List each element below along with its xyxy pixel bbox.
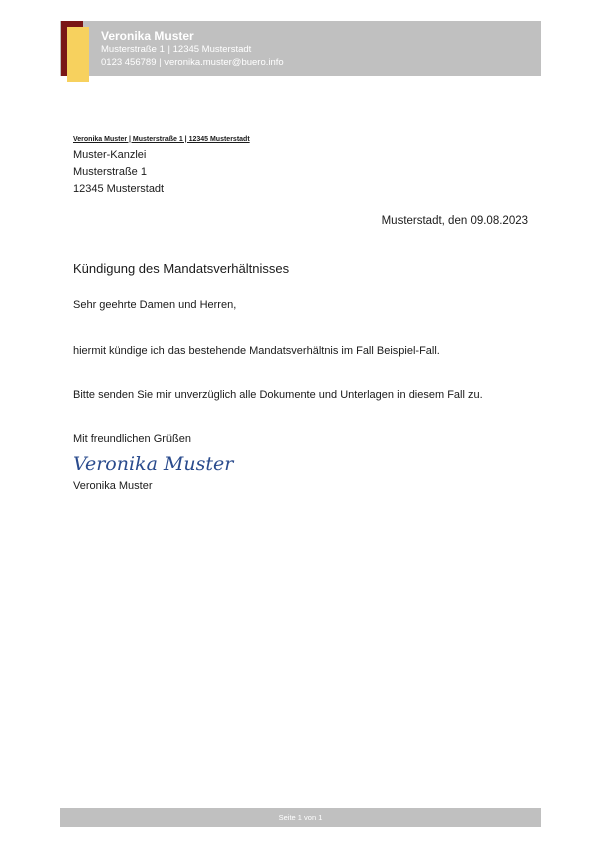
letter-date: Musterstadt, den 09.08.2023 bbox=[381, 215, 528, 227]
recipient-line: Muster-Kanzlei bbox=[73, 149, 147, 161]
recipient-line: 12345 Musterstadt bbox=[73, 183, 165, 195]
signer-name: Veronika Muster bbox=[73, 480, 153, 492]
sender-return-line: Veronika Muster | Musterstraße 1 | 12345 Musterstadt bbox=[73, 136, 250, 143]
letterhead-contact: 0123 456789 | veronika.muster@buero.info bbox=[101, 56, 284, 68]
recipient-line: Musterstraße 1 bbox=[73, 166, 147, 178]
letterhead-yellow-block bbox=[67, 27, 89, 82]
handwritten-signature: Veronika Muster bbox=[73, 453, 234, 475]
letterhead-name: Veronika Muster bbox=[101, 29, 194, 43]
letterhead-address: Musterstraße 1 | 12345 Musterstadt bbox=[101, 44, 252, 55]
body-paragraph: hiermit kündige ich das bestehende Mandatsverhältnis im Fall Beispiel-Fall. bbox=[73, 345, 440, 357]
recipient-address bbox=[73, 147, 164, 198]
closing: Mit freundlichen Grüßen bbox=[73, 433, 191, 445]
body-paragraph: Bitte senden Sie mir unverzüglich alle Dokumente und Unterlagen in diesem Fall zu. bbox=[73, 389, 483, 401]
letter-subject: Kündigung des Mandatsverhältnisses bbox=[73, 261, 290, 276]
footer-page-number: Seite 1 von 1 bbox=[60, 808, 541, 827]
salutation: Sehr geehrte Damen und Herren, bbox=[73, 299, 237, 311]
letterhead-text bbox=[101, 29, 284, 69]
